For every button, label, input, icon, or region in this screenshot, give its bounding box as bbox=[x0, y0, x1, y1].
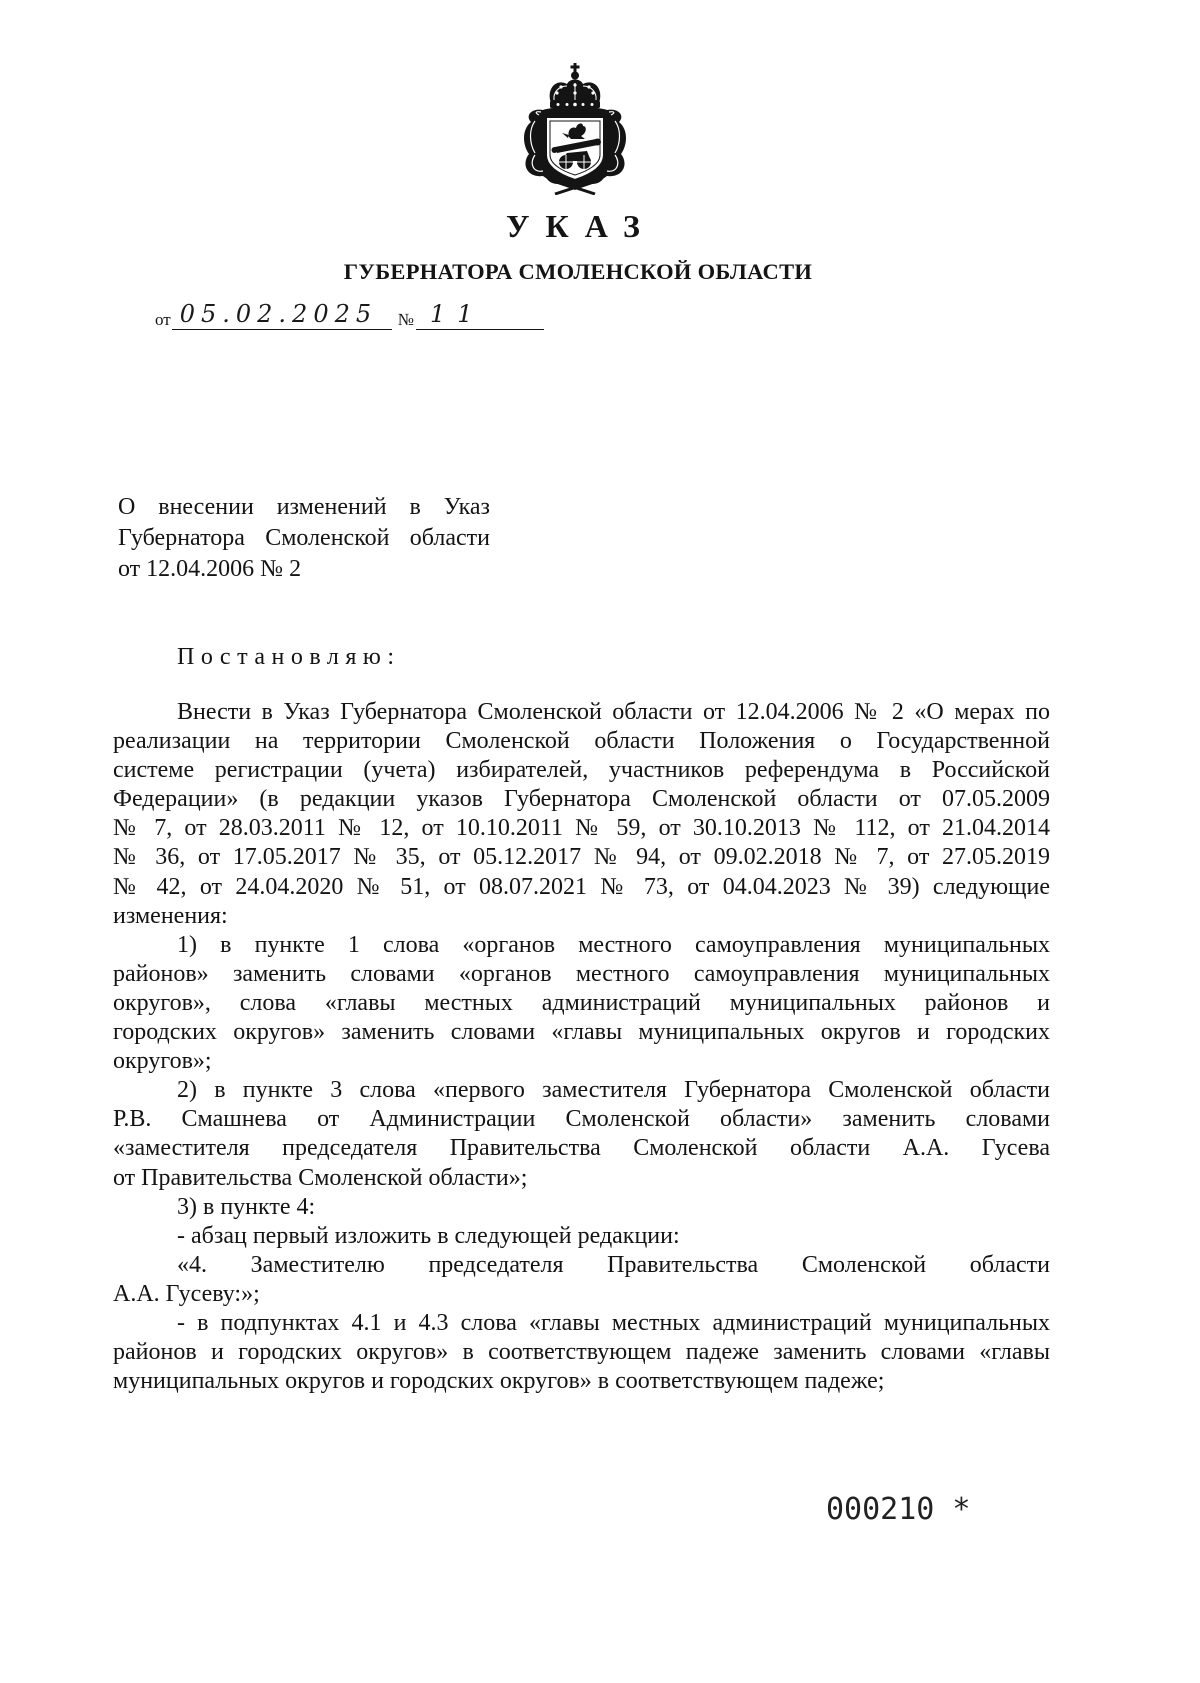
paragraph-line: 1) в пункте 1 слова «органов местного самоуправления муниципальных bbox=[177, 931, 1050, 958]
body-paragraph bbox=[113, 1309, 1050, 1396]
paragraph-line: № 36, от 17.05.2017 № 35, от 05.12.2017 № 94, от 09.02.2018 № 7, от 27.05.2019 bbox=[113, 844, 1050, 871]
subject-block bbox=[118, 492, 490, 585]
paragraph-line: А.А. Гусеву:»; bbox=[113, 1280, 260, 1307]
page-code: 000210 * bbox=[826, 1492, 971, 1527]
paragraph-line: Федерации» (в редакции указов Губернатора Смоленской области от 07.05.2009 bbox=[113, 786, 1050, 813]
subject-line: О внесении изменений в Указ bbox=[118, 494, 490, 520]
paragraph-line: № 42, от 24.04.2020 № 51, от 08.07.2021 № 73, от 04.04.2023 № 39) следующие bbox=[113, 873, 1050, 900]
paragraph-line: системе регистрации (учета) избирателей, участников референдума в Российской bbox=[113, 757, 1050, 784]
subject-line: Губернатора Смоленской области bbox=[118, 525, 490, 551]
paragraph-line: Внести в Указ Губернатора Смоленской области от 12.04.2006 № 2 «О мерах по bbox=[177, 699, 1050, 725]
paragraph-line: округов»; bbox=[113, 1048, 212, 1075]
body-paragraph bbox=[113, 698, 1050, 931]
paragraph-line: районов и городских округов» в соответствующем падеже заменить словами «главы bbox=[113, 1339, 1050, 1366]
coat-of-arms-icon bbox=[513, 63, 637, 195]
paragraph-line: реализации на территории Смоленской области Положения о Государственной bbox=[113, 728, 1050, 755]
resolution-word: Постановляю: bbox=[177, 644, 401, 670]
paragraph-line: от Правительства Смоленской области»; bbox=[113, 1164, 528, 1191]
body-paragraph bbox=[113, 1193, 1050, 1222]
issuer-title: ГУБЕРНАТОРА СМОЛЕНСКОЙ ОБЛАСТИ bbox=[343, 259, 813, 284]
paragraph-line: округов», слова «главы местных администраций муниципальных районов и bbox=[113, 989, 1050, 1016]
body-paragraph bbox=[113, 1222, 1050, 1251]
paragraph-line: районов» заменить словами «органов местного самоуправления муниципальных bbox=[113, 960, 1050, 987]
emblem-container bbox=[513, 63, 637, 195]
date-number-row bbox=[155, 302, 544, 330]
body-paragraph bbox=[113, 931, 1050, 1076]
paragraph-line: 3) в пункте 4: bbox=[177, 1193, 316, 1220]
handwritten-number: 11 bbox=[429, 300, 485, 328]
paragraph-line: - абзац первый изложить в следующей редакции: bbox=[177, 1222, 680, 1249]
paragraph-line: «заместителя председателя Правительства Смоленской области А.А. Гусева bbox=[113, 1135, 1050, 1162]
paragraph-line: Р.В. Смашнева от Администрации Смоленской области» заменить словами bbox=[113, 1106, 1050, 1133]
number-field bbox=[416, 301, 544, 330]
date-prefix: от bbox=[155, 310, 171, 329]
body-paragraph bbox=[113, 1076, 1050, 1192]
subject-line: от 12.04.2006 № 2 bbox=[118, 556, 302, 582]
paragraph-line: муниципальных округов и городских округов» в соответствующем падеже; bbox=[113, 1368, 885, 1395]
paragraph-line: - в подпунктах 4.1 и 4.3 слова «главы местных администраций муниципальных bbox=[177, 1309, 1050, 1336]
paragraph-line: № 7, от 28.03.2011 № 12, от 10.10.2011 № 59, от 30.10.2013 № 112, от 21.04.2014 bbox=[113, 815, 1050, 842]
paragraph-line: «4. Заместителю председателя Правительства Смоленской области bbox=[177, 1251, 1050, 1278]
document-type-title: УКАЗ bbox=[506, 208, 656, 244]
document-body bbox=[113, 698, 1050, 1396]
handwritten-date: 05.02.2025 bbox=[179, 300, 378, 328]
body-paragraph bbox=[113, 1251, 1050, 1309]
paragraph-line: изменения: bbox=[113, 902, 228, 929]
number-prefix: № bbox=[397, 310, 414, 329]
date-field bbox=[172, 301, 392, 330]
paragraph-line: городских округов» заменить словами «главы муниципальных округов и городских bbox=[113, 1019, 1050, 1046]
paragraph-line: 2) в пункте 3 слова «первого заместителя Губернатора Смоленской области bbox=[177, 1077, 1050, 1104]
